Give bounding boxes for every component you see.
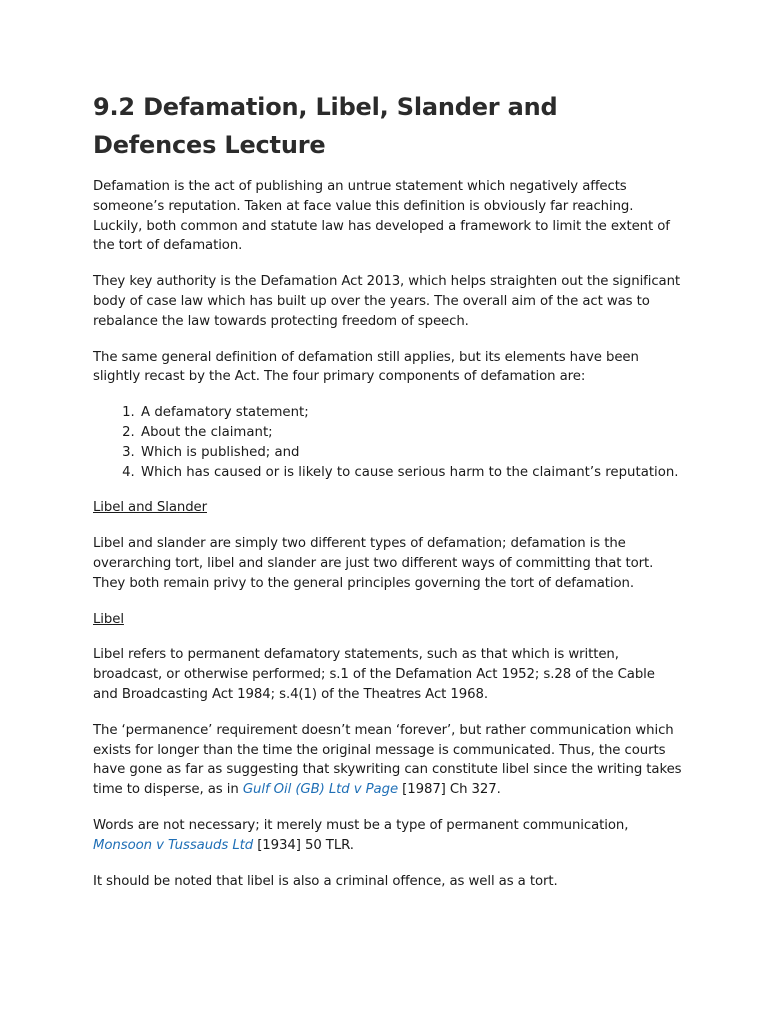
definition-paragraph: The same general definition of defamation still applies, but its elements have been slightly recast by the Act. The four primary components of defamation are: (93, 349, 639, 385)
section-heading-libel: Libel (93, 611, 124, 627)
section-heading-libel-slander: Libel and Slander (93, 500, 207, 516)
authority-paragraph: They key authority is the Defamation Act 2013, which helps straighten out the significant body of case law which has built up over the years. The overall aim of the act was to rebalance the law towards protecting freedom of speech. (93, 274, 681, 329)
list-item: 2. About the claimant; (139, 423, 683, 443)
paragraph-text: [1934] 50 TLR. (253, 837, 354, 853)
list-item: 4. Which has caused or is likely to cause serious harm to the claimant’s reputation. (139, 463, 683, 483)
paragraph-text: The ‘permanence’ requirement doesn’t mean ‘forever’, but rather communication which exists for longer than the time the original message is communicated. Thus, the courts have gone as far as suggesting that skywriting can constitute libel since the writing takes time to disperse, as in (93, 722, 682, 798)
words-paragraph (93, 816, 683, 856)
document-page (93, 88, 683, 907)
intro-paragraph: Defamation is the act of publishing an untrue statement which negatively affects someone’s reputation. Taken at face value this definition is obviously far reaching. Luckily, both common and statute law has developed a framework to limit the extent of the tort of defamation. (93, 179, 670, 254)
paragraph-text: Words are not necessary; it merely must be a type of permanent communication, (93, 817, 629, 833)
case-link-gulf-oil[interactable]: Gulf Oil (GB) Ltd v Page (242, 782, 399, 798)
criminal-offence-paragraph: It should be noted that libel is also a criminal offence, as well as a tort. (93, 873, 558, 889)
permanence-paragraph (93, 721, 683, 800)
list-item: 1. A defamatory statement; (139, 403, 683, 423)
libel-definition-paragraph: Libel refers to permanent defamatory statements, such as that which is written, broadcast, or otherwise performed; s.1 of the Defamation Act 1952; s.28 of the Cable and Broadcasting Act 1984; s.4(1) of the Theatres Act 1968. (93, 647, 655, 702)
case-link-monsoon[interactable]: Monsoon v Tussauds Ltd (93, 837, 254, 853)
paragraph-text: [1987] Ch 327. (398, 782, 501, 798)
libel-slander-paragraph: Libel and slander are simply two different types of defamation; defamation is the overarching tort, libel and slander are just two different ways of committing that tort. They both remain privy to the general principles governing the tort of defamation. (93, 536, 654, 591)
page-title: 9.2 Defamation, Libel, Slander and Defences Lecture (93, 93, 558, 159)
components-list (93, 403, 683, 482)
list-item: 3. Which is published; and (139, 443, 683, 463)
